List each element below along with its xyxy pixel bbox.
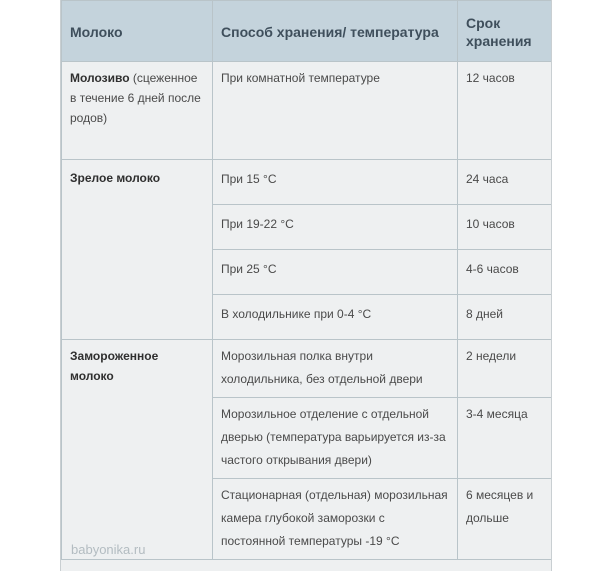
header-storage-method: Способ хранения/ температура (213, 1, 458, 62)
storage-method-cell: Морозильная полка внутри холодильника, без отдельной двери (213, 340, 458, 398)
category-note: (сцеженное в течение 6 дней после родов) (70, 71, 201, 125)
storage-table-panel (60, 0, 552, 571)
storage-method-cell: Стационарная (отдельная) морозильная камера глубокой заморозки с постоянной температуры -19 °С (213, 479, 458, 560)
storage-method-cell: В холодильнике при 0-4 °С (213, 295, 458, 340)
category-mature-milk (62, 160, 213, 340)
milk-storage-table (61, 0, 552, 560)
storage-term-cell: 3-4 месяца (458, 398, 552, 479)
table-header-row (62, 1, 552, 62)
category-colostrum (62, 62, 213, 160)
storage-method-cell: При 19-22 °С (213, 205, 458, 250)
site-watermark: babyonika.ru (71, 542, 146, 557)
table-row-colostrum (62, 62, 552, 160)
table-row (62, 160, 552, 205)
header-storage-term: Срок хранения (458, 1, 552, 62)
storage-term-cell: 8 дней (458, 295, 552, 340)
storage-method-cell: При комнатной температуре (213, 62, 458, 160)
storage-term-cell: 2 недели (458, 340, 552, 398)
table-row (62, 340, 552, 398)
storage-term-cell: 24 часа (458, 160, 552, 205)
category-name: Зрелое молоко (70, 171, 161, 185)
storage-method-cell: При 15 °С (213, 160, 458, 205)
storage-term-cell: 10 часов (458, 205, 552, 250)
storage-method-cell: Морозильное отделение с отдельной дверью (температура варьируется из-за частого открывания двери) (213, 398, 458, 479)
category-frozen-milk (62, 340, 213, 560)
category-name: Замороженное молоко (70, 349, 159, 383)
storage-term-cell: 6 месяцев и дольше (458, 479, 552, 560)
storage-term-cell: 12 часов (458, 62, 552, 160)
header-milk: Молоко (62, 1, 213, 62)
storage-method-cell: При 25 °С (213, 250, 458, 295)
category-name: Молозиво (70, 71, 130, 85)
storage-term-cell: 4-6 часов (458, 250, 552, 295)
